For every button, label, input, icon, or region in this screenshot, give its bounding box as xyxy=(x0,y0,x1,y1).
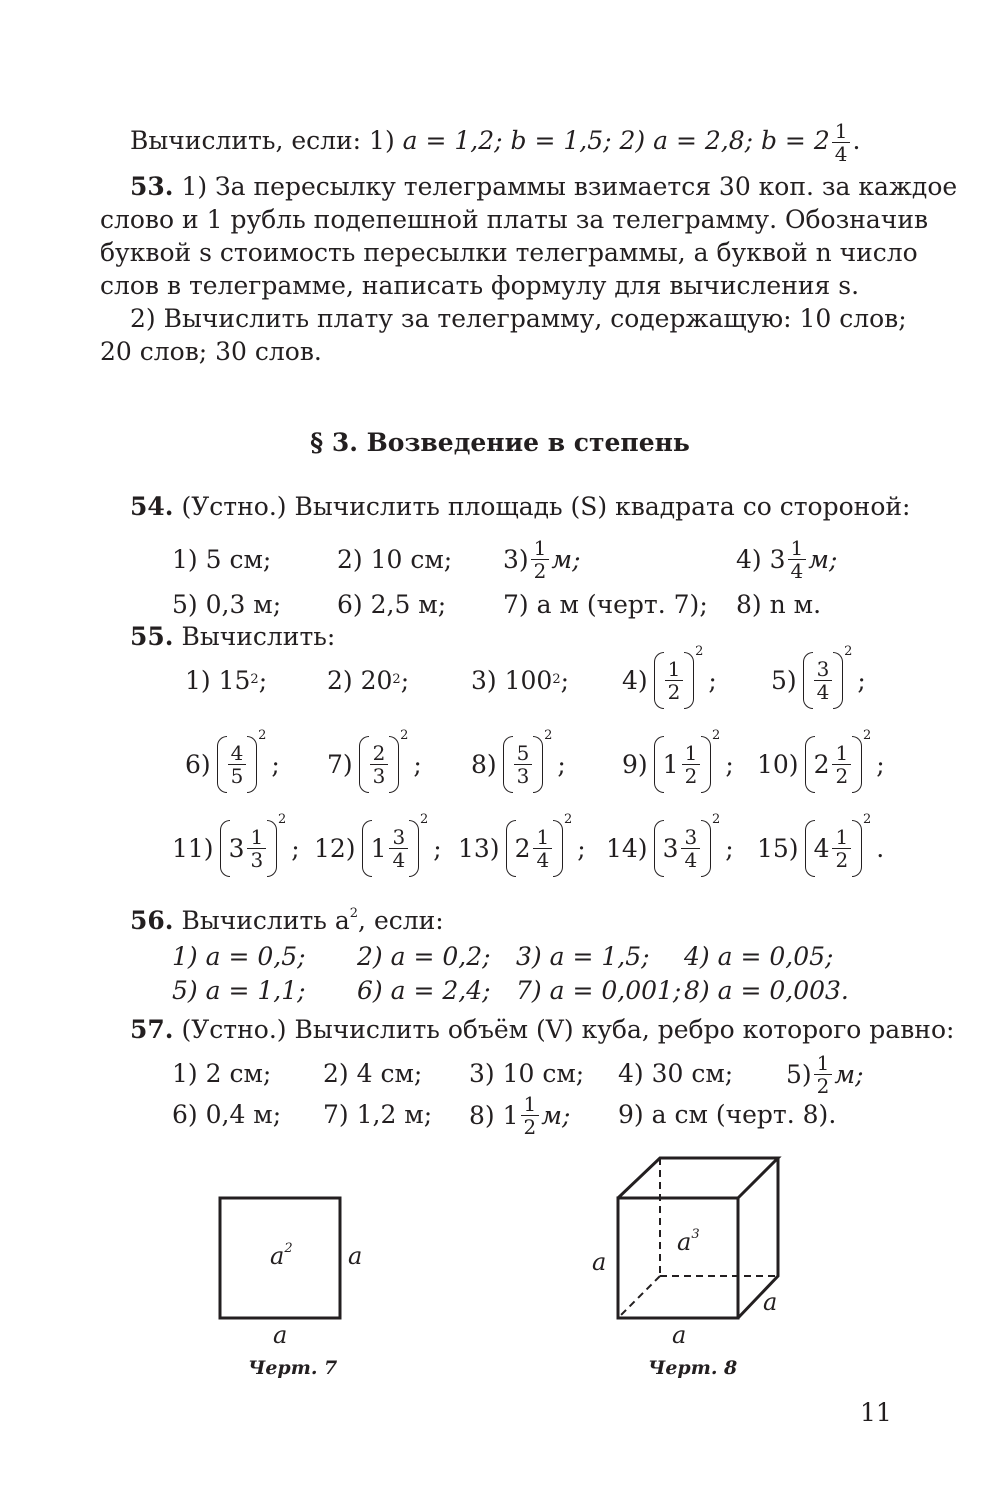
p54-item-1: 1) 5 см; xyxy=(172,544,272,574)
p57-item-5: 5) $\frac{1}{2}$ м; xyxy=(786,1050,864,1098)
p55-item-1: 1) 15 2 ; xyxy=(185,665,268,695)
p55-item-14: 14) 3 $\frac{3}{4}$ 2 ; xyxy=(606,811,734,872)
p55-item-4: 4) $\frac{1}{2}$ 2 ; xyxy=(622,643,717,704)
p57-item-9: 9) a см (черт. 8). xyxy=(618,1100,837,1129)
p55-item-8: 8) $\frac{5}{3}$ 2 ; xyxy=(471,727,566,788)
p54-item-3: 3) $\frac{1}{2}$ м; xyxy=(503,535,581,583)
p57-item-1: 1) 2 см; xyxy=(172,1059,272,1088)
fig7-side-bottom: a xyxy=(273,1321,288,1349)
p57-item-6: 6) 0,4 м; xyxy=(172,1100,282,1129)
p55-heading: 55. Вычислить: xyxy=(130,622,336,651)
p56-item-4: 4) a = 0,05; xyxy=(684,942,834,971)
p55-item-9: 9) 1 $\frac{1}{2}$ 2 ; xyxy=(622,727,734,788)
fig8-bottom-label: a xyxy=(672,1321,687,1349)
p57-item-4: 4) 30 см; xyxy=(618,1059,734,1088)
cube-front-face xyxy=(618,1198,738,1318)
p57-heading: 57. (Устно.) Вычислить объём (V) куба, ребро которого равно: xyxy=(130,1015,955,1044)
p55-row3 xyxy=(0,811,1000,878)
p55-row2 xyxy=(0,727,1000,794)
fig8-caption: Черт. 8 xyxy=(648,1357,738,1379)
problem-number-53: 53. xyxy=(130,172,174,201)
p54-item-7: 7) а м (черт. 7); xyxy=(503,590,708,619)
fig8-volume-label: $a^3$ xyxy=(677,1227,700,1256)
p53-line4: слов в телеграмме, написать формулу для вычисления s. xyxy=(100,271,860,300)
p57-item-2: 2) 4 см; xyxy=(323,1059,423,1088)
cube-hidden-diagonal xyxy=(618,1276,660,1318)
p55-item-15: 15) 4 $\frac{1}{2}$ 2 . xyxy=(757,811,885,872)
p56-heading: 56. Вычислить $a^2$, если: xyxy=(130,906,444,935)
p53-line6: 20 слов; 30 слов. xyxy=(100,337,322,366)
p55-item-7: 7) $\frac{2}{3}$ 2 ; xyxy=(327,727,422,788)
p55-item-6: 6) $\frac{4}{5}$ 2 ; xyxy=(185,727,280,788)
p54-item-2: 2) 10 см; xyxy=(337,544,453,574)
problem-number-55: 55. xyxy=(130,622,174,651)
p55-item-10: 10) 2 $\frac{1}{2}$ 2 ; xyxy=(757,727,885,788)
section-title: § 3. Возведение в степень xyxy=(310,428,690,457)
p54-heading: 54. (Устно.) Вычислить площадь (S) квадрата со стороной: xyxy=(130,492,911,521)
intro-line: Вычислить, если: 1) a = 1,2; b = 1,5; 2) a = 2,8; b = 2 $\frac{1}{4}$ . xyxy=(130,119,861,166)
p53-line1: 53. 1) За пересылку телеграммы взимается 30 коп. за каждое xyxy=(130,172,958,201)
p55-item-5: 5) $\frac{3}{4}$ 2 ; xyxy=(771,643,866,704)
problem-number-57: 57. xyxy=(130,1015,174,1044)
p56-item-5: 5) a = 1,1; xyxy=(172,976,306,1005)
p55-row1 xyxy=(0,643,1000,710)
fig8-depth-label: a xyxy=(763,1288,778,1316)
p56-item-8: 8) a = 0,003. xyxy=(684,976,849,1005)
p54-items-row1 xyxy=(0,529,1000,589)
p54-item-8: 8) n м. xyxy=(736,590,822,619)
p54-item-4: 4) 3 $\frac{1}{4}$ м; xyxy=(736,535,838,583)
p57-item-7: 7) 1,2 м; xyxy=(323,1100,433,1129)
p55-item-2: 2) 20 2 ; xyxy=(327,665,410,695)
intro-fraction: $\frac{1}{4}$ xyxy=(832,120,851,165)
p53-line2: слово и 1 рубль подепешной платы за телеграмму. Обозначив xyxy=(100,205,929,234)
p53-line3: буквой s стоимость пересылки телеграммы, а буквой n число xyxy=(100,238,918,267)
page-number: 11 xyxy=(860,1398,892,1427)
p56-item-7: 7) a = 0,001; xyxy=(516,976,682,1005)
p56-item-3: 3) a = 1,5; xyxy=(516,942,650,971)
fig7-area-label: $a^2$ xyxy=(270,1241,293,1270)
p55-item-3: 3) 100 2 ; xyxy=(471,665,570,695)
fig7-side-right: a xyxy=(348,1242,363,1270)
cube-top-edges xyxy=(618,1158,778,1198)
p57-item-3: 3) 10 см; xyxy=(469,1059,585,1088)
p56-item-6: 6) a = 2,4; xyxy=(357,976,491,1005)
p54-item-6: 6) 2,5 м; xyxy=(337,590,447,619)
p55-item-13: 13) 2 $\frac{1}{4}$ 2 ; xyxy=(458,811,586,872)
fig7-caption: Черт. 7 xyxy=(248,1357,338,1379)
problem-number-54: 54. xyxy=(130,492,174,521)
p56-item-2: 2) a = 0,2; xyxy=(357,942,491,971)
problem-number-56: 56. xyxy=(130,906,174,935)
p53-line5: 2) Вычислить плату за телеграмму, содержащую: 10 слов; xyxy=(130,304,907,333)
p55-item-12: 12) 1 $\frac{3}{4}$ 2 ; xyxy=(314,811,442,872)
p54-item-5: 5) 0,3 м; xyxy=(172,590,282,619)
p55-item-11: 11) 3 $\frac{1}{3}$ 2 ; xyxy=(172,811,300,872)
fig8-left-label: a xyxy=(592,1248,607,1276)
p57-item-8: 8) 1 $\frac{1}{2}$ м; xyxy=(469,1091,571,1139)
p56-item-1: 1) a = 0,5; xyxy=(172,942,306,971)
